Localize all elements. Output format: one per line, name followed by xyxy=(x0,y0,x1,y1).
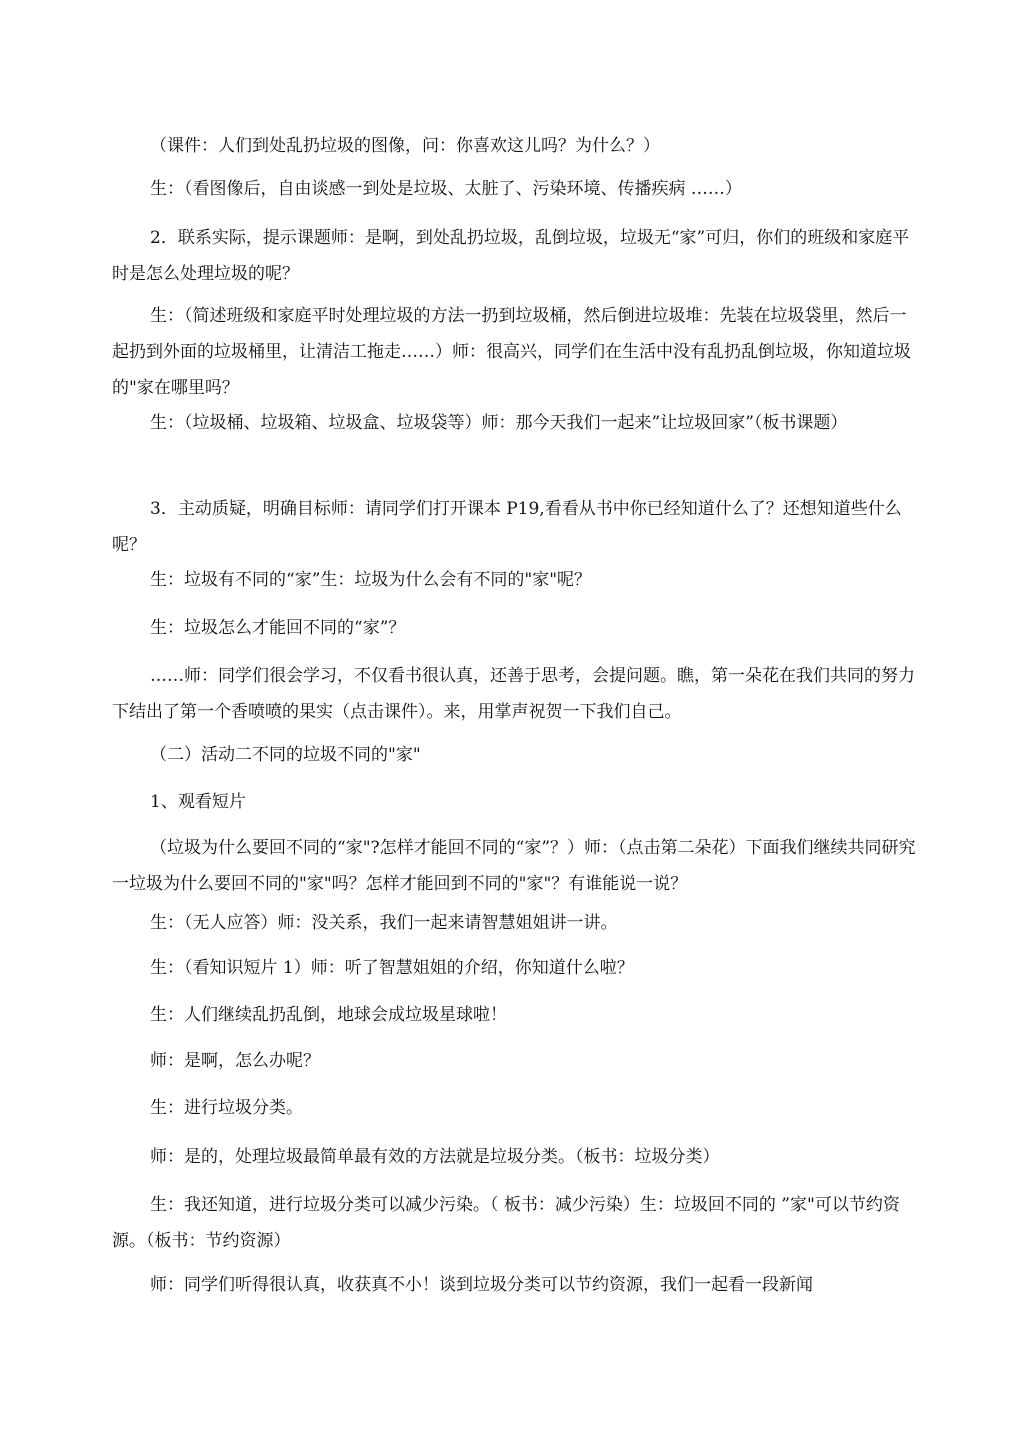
paragraph-step-3: 3．主动质疑，明确目标师：请同学们打开课本 P19,看看从书中你已经知道什么了？还想知道些什么呢？ xyxy=(112,499,902,555)
paragraph-student-response-3: 生：（垃圾桶、垃圾箱、垃圾盒、垃圾袋等）师：那今天我们一起来”让垃圾回家”（板书课题） xyxy=(150,413,848,433)
paragraph-board-sorting: 师：是的，处理垃圾最简单最有效的方法就是垃圾分类。（板书：垃圾分类） xyxy=(150,1147,720,1167)
paragraph-news: 师：同学们听得很认真，收获真不小！谈到垃圾分类可以节约资源，我们一起看一段新闻 xyxy=(150,1275,813,1295)
section-heading-activity-2: （二）活动二不同的垃圾不同的"家" xyxy=(150,745,421,765)
paragraph-what-to-do: 师：是啊，怎么办呢？ xyxy=(150,1051,320,1071)
paragraph-teacher-praise: ……师：同学们很会学习，不仅看书很认真，还善于思考，会提问题。瞧，第一朵花在我们共同的努力下结出了第一个香喷喷的果实（点击课件）。来，用掌声祝贺一下我们自己。 xyxy=(112,666,915,722)
paragraph-garbage-planet: 生：人们继续乱扔乱倒，地球会成垃圾星球啦！ xyxy=(150,1005,507,1025)
paragraph-student-response-2: 生：（简述班级和家庭平时处理垃圾的方法一扔到垃圾桶，然后倒进垃圾堆：先装在垃圾袋里，然后一起扔到外面的垃圾桶里，让清洁工拖走……）师：很高兴，同学们在生活中没有乱扔乱倒垃圾，你知道垃圾的"家在哪里吗？ xyxy=(112,306,911,398)
paragraph-step-2: 2．联系实际，提示课题师：是啊，到处乱扔垃圾，乱倒垃圾，垃圾无“家”可归，你们的班级和家庭平时是怎么处理垃圾的呢？ xyxy=(112,228,910,284)
paragraph-video-question: （垃圾为什么要回不同的“家"?怎样才能回不同的“家”？）师：（点击第二朵花）下面我们继续共同研究一垃圾为什么要回不同的"家"吗？怎样才能回到不同的"家"？有谁能说一说？ xyxy=(112,838,916,894)
paragraph-no-answer: 生：（无人应答）师：没关系，我们一起来请智慧姐姐讲一讲。 xyxy=(150,913,618,933)
paragraph-courseware-question: （课件：人们到处乱扔垃圾的图像，问：你喜欢这儿吗？为什么？） xyxy=(150,136,660,156)
paragraph-student-response-1: 生：（看图像后，自由谈感一到处是垃圾、太脏了、污染环境、传播疾病 ……） xyxy=(150,179,742,199)
paragraph-knowledge-video: 生：（看知识短片 1）师：听了智慧姐姐的介绍，你知道什么啦？ xyxy=(150,958,634,978)
paragraph-reduce-pollution: 生：我还知道，进行垃圾分类可以减少污染。（ 板书：减少污染）生：垃圾回不同的 ”家"可以节约资源。（板书：节约资源） xyxy=(112,1195,900,1251)
subheading-watch-video: 1、观看短片 xyxy=(150,792,246,812)
paragraph-student-question-1: 生：垃圾有不同的“家”生：垃圾为什么会有不同的"家"呢？ xyxy=(150,570,592,590)
paragraph-student-question-2: 生：垃圾怎么才能回不同的“家”？ xyxy=(150,618,406,638)
paragraph-sorting: 生：进行垃圾分类。 xyxy=(150,1098,303,1118)
